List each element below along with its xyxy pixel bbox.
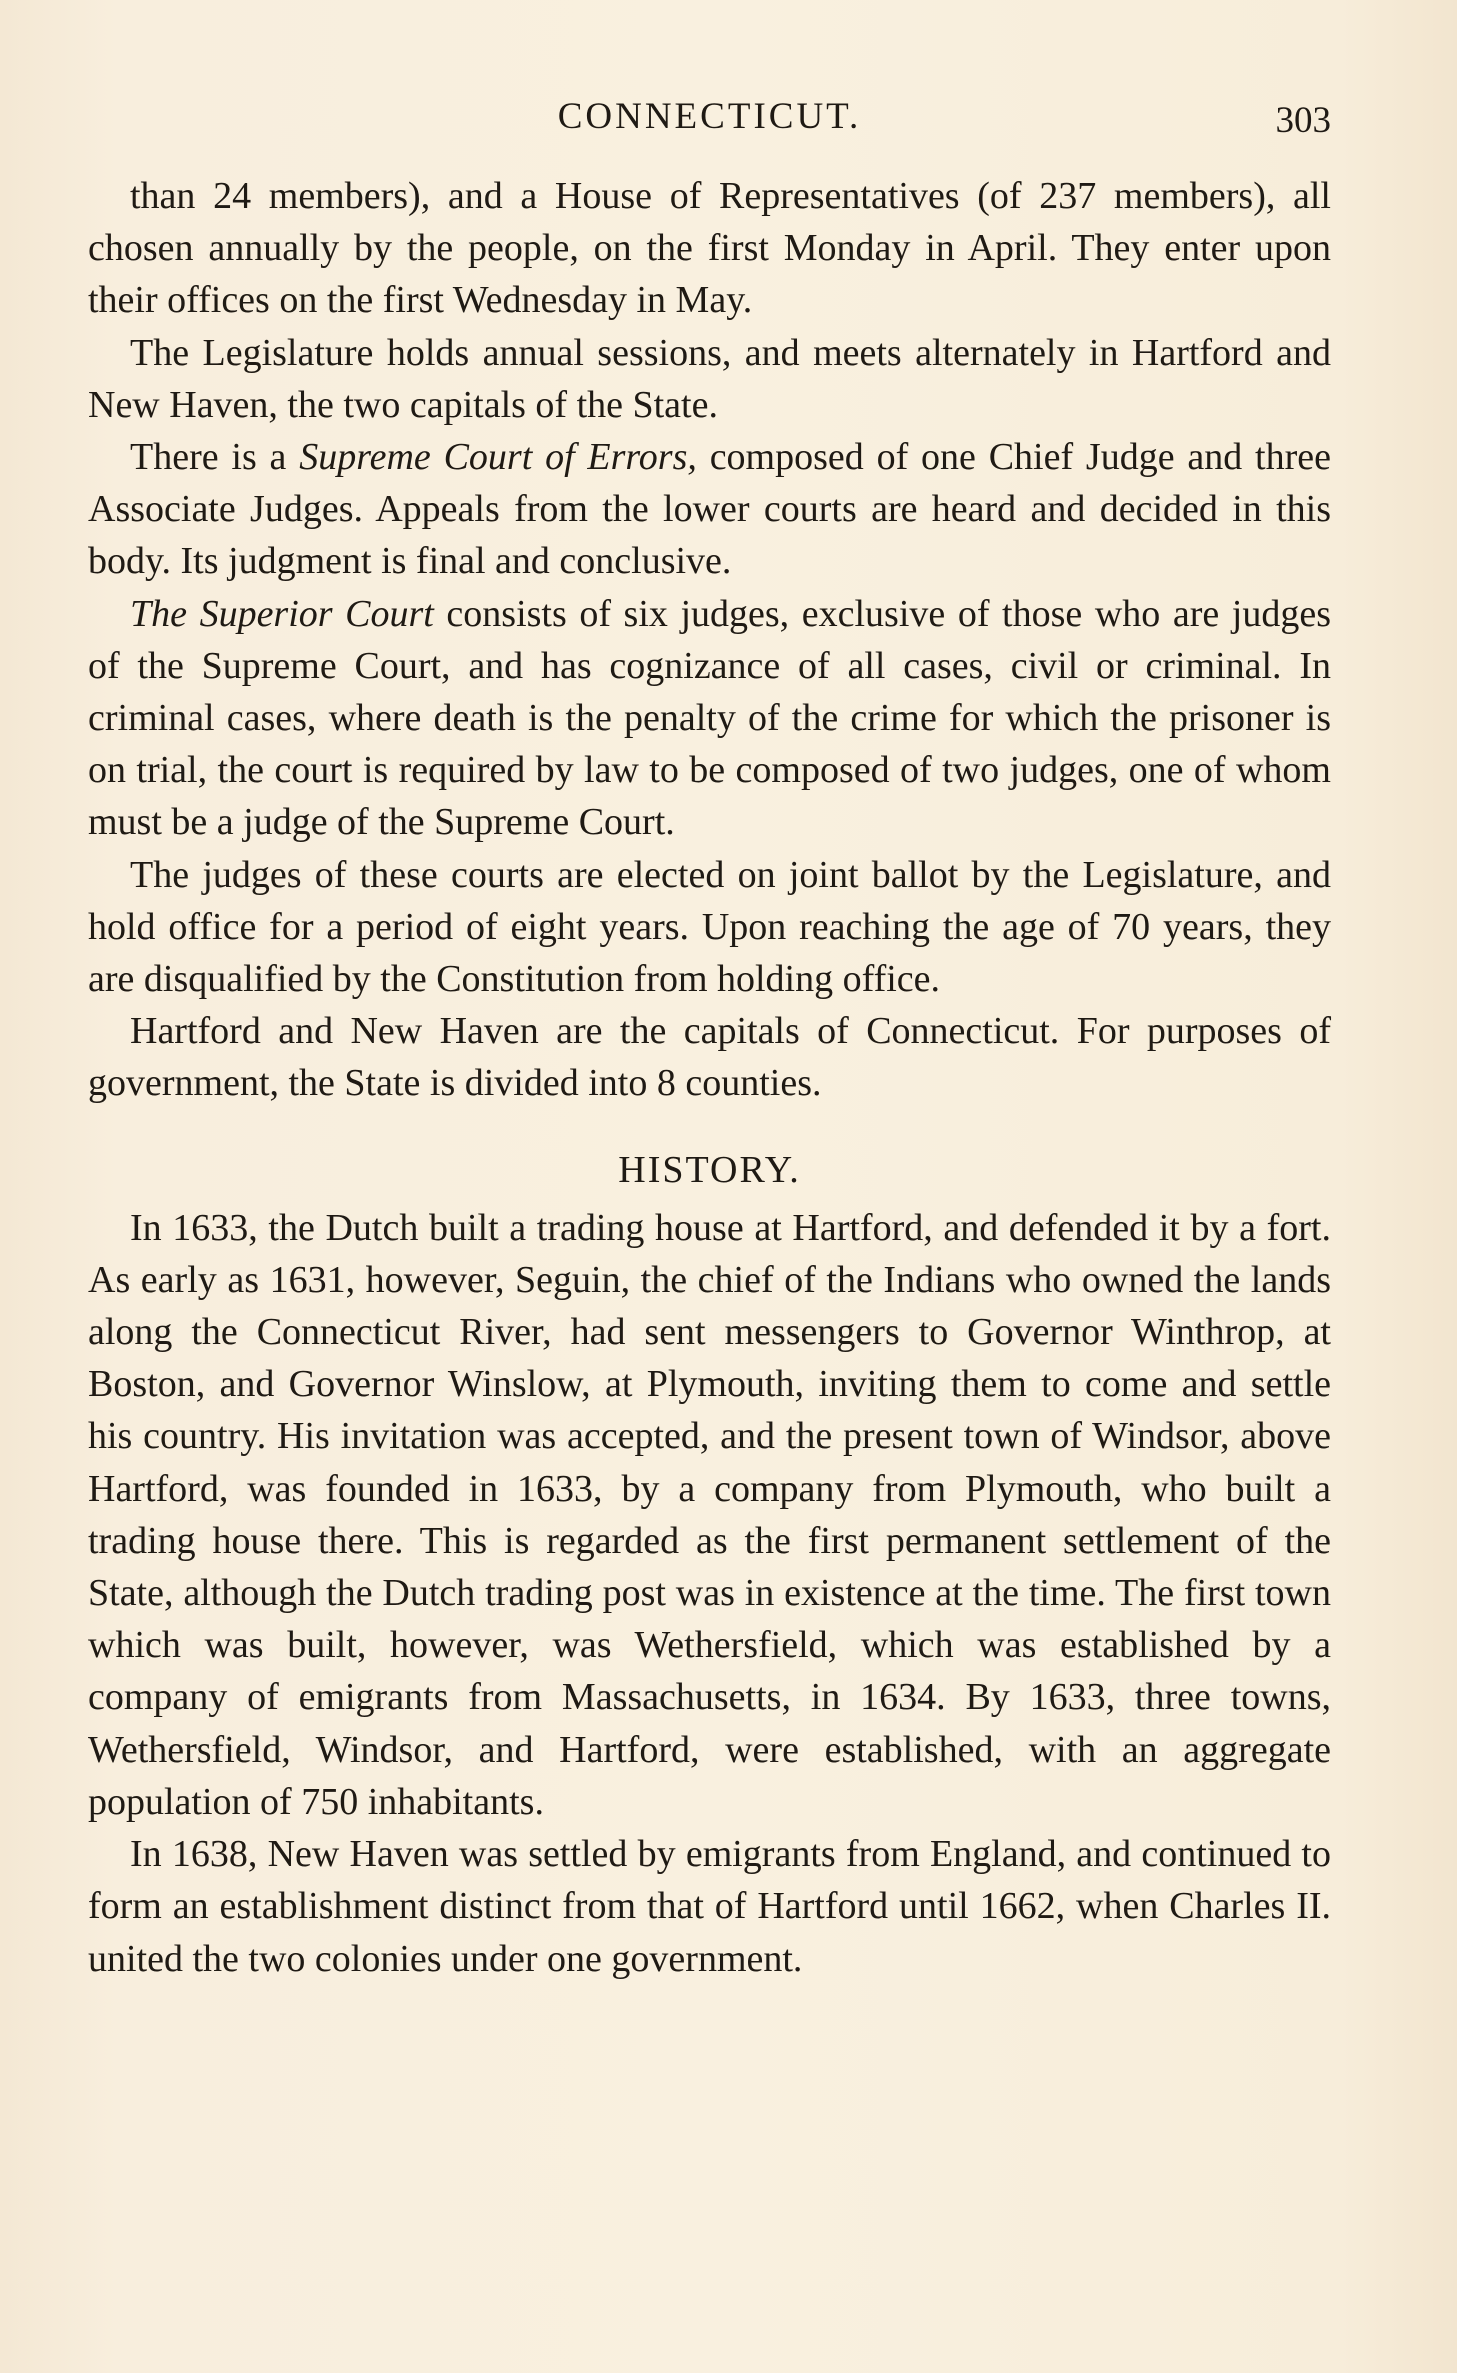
text-segment: than 24 members), and a House of Representatives (of 237 members), all chosen annually by the people, on the first Monday in April. They enter upon their offices on the first Wednesday in May. bbox=[88, 175, 1331, 322]
text-segment: The Legislature holds annual sessions, and meets alternately in Hartford and New Haven, the two capitals of the State. bbox=[88, 331, 1331, 426]
paragraph bbox=[88, 849, 1331, 1006]
body-text bbox=[88, 170, 1331, 1985]
text-segment: There is a bbox=[130, 436, 300, 479]
section-heading-history: HISTORY. bbox=[618, 1148, 801, 1191]
text-segment: In 1638, New Haven was settled by emigrants from England, and continued to form an establishment distinct from that of Hartford until 1662, when Charles II. united the two colonies under one government. bbox=[88, 1833, 1331, 1980]
page-header bbox=[88, 95, 1331, 145]
running-head: CONNECTICUT. bbox=[557, 96, 862, 137]
page-number: 303 bbox=[1275, 100, 1331, 141]
text-segment: Hartford and New Haven are the capitals of Connecticut. For purposes of government, the State is divided into 8 counties. bbox=[88, 1010, 1331, 1105]
paragraph bbox=[88, 170, 1331, 327]
italic-text-segment: Supreme Court of Errors, bbox=[299, 436, 697, 479]
paragraph bbox=[88, 1005, 1331, 1109]
paragraph bbox=[88, 588, 1331, 849]
paragraph bbox=[88, 1828, 1331, 1985]
italic-text-segment: The Superior Court bbox=[130, 592, 434, 635]
paragraph bbox=[88, 327, 1331, 431]
text-segment: consists of six judges, exclusive of those who are judges of the Supreme Court, and has cognizance of all cases, civil or criminal. In criminal cases, where death is the penalty of the crime for which the prisoner is on trial, the court is required by law to be composed of two judges, one of whom must be a judge of the Supreme Court. bbox=[88, 592, 1332, 844]
text-segment: The judges of these courts are elected on joint ballot by the Legislature, and hold office for a period of eight years. Upon reaching the age of 70 years, they are disqualified by the Constitution from holding office. bbox=[88, 853, 1331, 1001]
text-segment: composed of one Chief Judge and three Associate Judges. Appeals from the lower courts are heard and decided in this body. Its judgment is final and conclusive. bbox=[88, 436, 1331, 583]
paragraph bbox=[88, 431, 1331, 588]
paragraph bbox=[88, 1202, 1331, 1828]
text-segment: In 1633, the Dutch built a trading house at Hartford, and defended it by a fort. As early as 1631, however, Seguin, the chief of the Indians who owned the lands along the Connecticut River, had sent messengers to Governor Winthrop, at Boston, and Governor Winslow, at Plymouth, inviting them to come and settle his country. His invitation was accepted, and the present town of Windsor, above Hartford, was founded in 1633, by a company from Plymouth, who built a trading house there. This is regarded as the first permanent settlement of the State, although the Dutch trading post was in existence at the time. The first town which was built, however, was Wethersfield, which was established by a company of emigrants from Massachusetts, in 1634. By 1633, three towns, Wethersfield, Windsor, and Hartford, were established, with an aggregate population of 750 inhabitants. bbox=[88, 1206, 1331, 1823]
